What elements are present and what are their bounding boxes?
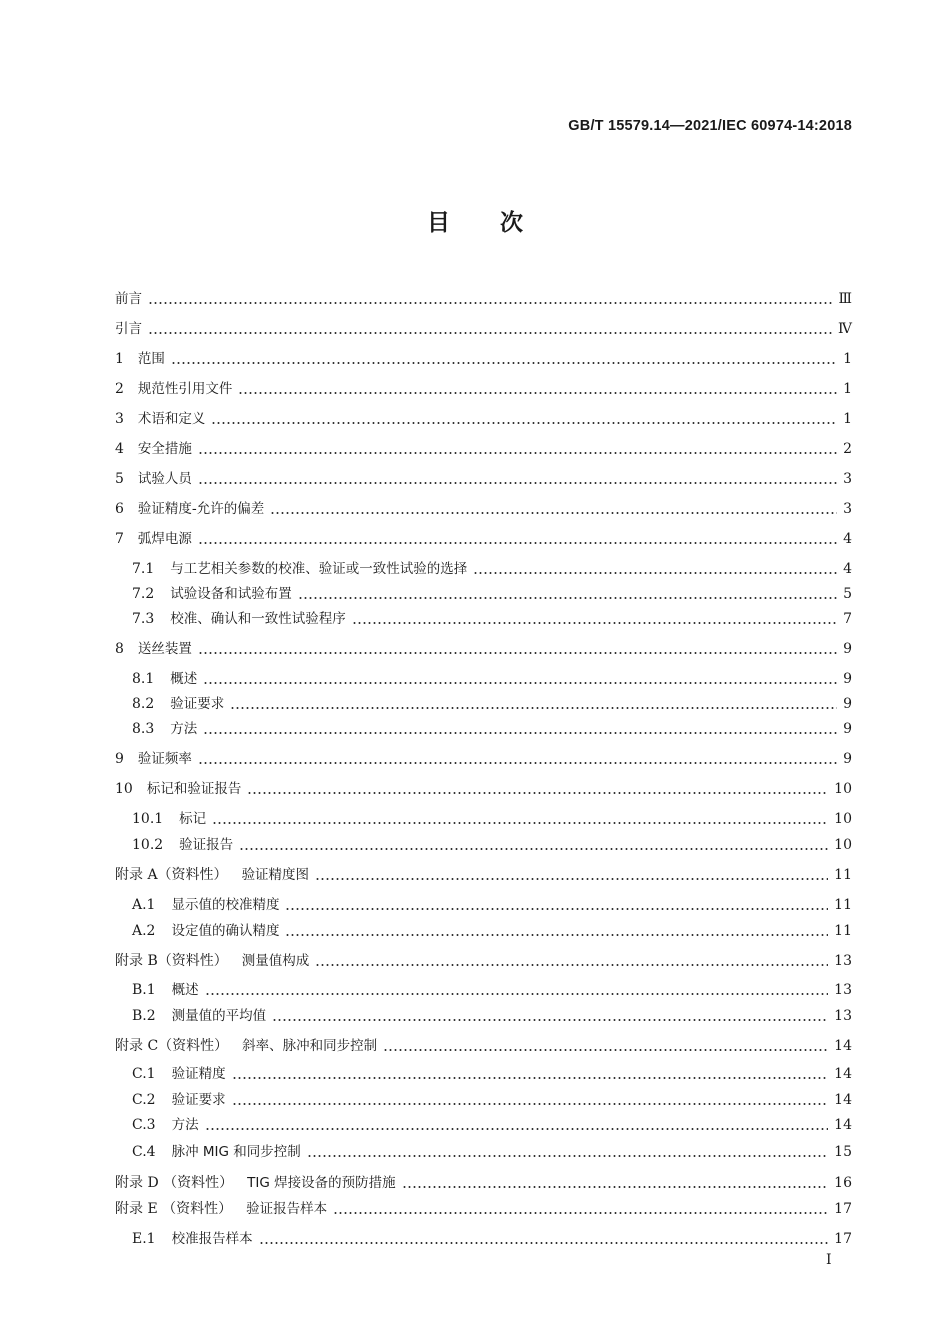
toc-entry-page: 14 xyxy=(834,1038,852,1054)
toc-entry[interactable] xyxy=(132,579,852,603)
dot-leader xyxy=(198,452,837,454)
toc-entry-number: A.2 xyxy=(132,923,156,939)
toc-entry-number: 10.1 xyxy=(132,811,164,827)
toc-entry-title: 概述 xyxy=(171,982,199,998)
toc-entry-title: 斜率、脉冲和同步控制 xyxy=(242,1038,378,1054)
toc-entry-title: 标记和验证报告 xyxy=(146,781,242,797)
toc-entry-title: 标记 xyxy=(179,811,207,827)
dot-leader xyxy=(198,762,837,764)
toc-entry-number: 4 xyxy=(115,441,124,457)
toc-entry-number: 10.2 xyxy=(132,837,164,853)
dot-leader xyxy=(285,934,828,936)
toc-entry-page: 15 xyxy=(834,1144,852,1160)
toc-entry-number: 附录 A（资料性） xyxy=(115,867,228,883)
dot-leader xyxy=(285,908,828,910)
dot-leader xyxy=(352,622,837,624)
toc-entry[interactable] xyxy=(115,946,852,970)
toc-entry-number: 9 xyxy=(115,751,124,767)
toc-entry-title: 验证精度图 xyxy=(241,867,310,883)
toc-entry-number: 附录 E （资料性） xyxy=(115,1201,233,1217)
toc-entry-page: 4 xyxy=(843,531,852,547)
toc-entry-page: 9 xyxy=(843,721,852,737)
toc-entry[interactable] xyxy=(132,1224,852,1248)
toc-entry-page: 2 xyxy=(843,441,852,457)
toc-entry-number: 6 xyxy=(115,501,124,517)
toc-entry-number: 8.2 xyxy=(132,696,155,712)
toc-entry-title: 显示值的校准精度 xyxy=(171,897,280,913)
toc-entry-number: 7 xyxy=(115,531,124,547)
toc-entry-number: 8.3 xyxy=(132,721,155,737)
toc-entry[interactable] xyxy=(132,1137,852,1161)
dot-leader xyxy=(232,1103,829,1105)
toc-entry[interactable] xyxy=(132,1110,852,1134)
dot-leader xyxy=(171,362,837,364)
toc-entry-title: 弧焊电源 xyxy=(137,531,192,547)
toc-entry-number: C.1 xyxy=(132,1066,156,1082)
toc-entry-page: 11 xyxy=(834,867,852,883)
toc-entry-number: C.3 xyxy=(132,1117,156,1133)
toc-entry-number: 2 xyxy=(115,381,124,397)
dot-leader xyxy=(203,682,837,684)
dot-leader xyxy=(270,512,837,514)
toc-entry-page: 13 xyxy=(834,982,852,998)
toc-entry-page: 9 xyxy=(843,641,852,657)
toc-entry-title: 前言 xyxy=(115,291,142,307)
toc-entry-title: 脉冲 MIG 和同步控制 xyxy=(171,1144,301,1160)
toc-entry-title: 方法 xyxy=(171,1117,199,1133)
toc-entry[interactable] xyxy=(115,494,852,518)
toc-entry-title: 安全措施 xyxy=(137,441,192,457)
dot-leader xyxy=(307,1155,828,1157)
toc-entry-page: 1 xyxy=(843,381,852,397)
toc-entry[interactable] xyxy=(115,634,852,658)
toc-entry-page: 5 xyxy=(843,586,852,602)
dot-leader xyxy=(247,792,828,794)
dot-leader xyxy=(383,1049,828,1051)
toc-entry-number: B.2 xyxy=(132,1008,156,1024)
toc-entry-page: 10 xyxy=(834,781,852,797)
dot-leader xyxy=(198,652,837,654)
dot-leader xyxy=(298,597,837,599)
toc-entry-title: 概述 xyxy=(170,671,198,687)
toc-entry-title: 范围 xyxy=(137,351,165,367)
toc-entry-number: E.1 xyxy=(132,1231,156,1247)
dot-leader xyxy=(230,707,837,709)
toc-entry[interactable] xyxy=(115,314,852,338)
toc-entry[interactable] xyxy=(132,975,852,999)
toc-entry-page: Ⅲ xyxy=(838,291,852,307)
toc-entry-page: 17 xyxy=(834,1231,852,1247)
toc-entry-number: C.2 xyxy=(132,1092,156,1108)
dot-leader xyxy=(198,542,837,544)
toc-entry-title: 与工艺相关参数的校准、验证或一致性试验的选择 xyxy=(170,561,468,577)
toc-entry-title: 校准报告样本 xyxy=(171,1231,253,1247)
toc-entry-number: C.4 xyxy=(132,1144,156,1160)
toc-entry-page: 3 xyxy=(843,471,852,487)
toc-entry[interactable] xyxy=(115,374,852,398)
toc-entry[interactable] xyxy=(132,604,852,628)
toc-entry[interactable] xyxy=(132,1001,852,1025)
standard-code: GB/T 15579.14—2021/IEC 60974-14:2018 xyxy=(568,118,852,134)
toc-entry-page: 4 xyxy=(843,561,852,577)
dot-leader xyxy=(198,482,837,484)
toc-entry[interactable] xyxy=(132,804,852,828)
toc-entry-title: 验证精度 xyxy=(171,1066,226,1082)
toc-entry[interactable] xyxy=(132,916,852,940)
toc-entry-page: 1 xyxy=(843,411,852,427)
toc-entry-number: 5 xyxy=(115,471,124,487)
toc-entry-page: 10 xyxy=(834,837,852,853)
toc-entry-title: 设定值的确认精度 xyxy=(171,923,280,939)
toc-entry[interactable] xyxy=(115,1168,852,1192)
toc-entry[interactable] xyxy=(132,890,852,914)
toc-entry-title: 验证报告 xyxy=(179,837,234,853)
toc-entry-title: 方法 xyxy=(170,721,198,737)
toc-entry-number: 1 xyxy=(115,351,124,367)
toc-entry-title: 术语和定义 xyxy=(137,411,206,427)
dot-leader xyxy=(259,1242,829,1244)
dot-leader xyxy=(315,964,828,966)
toc-entry[interactable] xyxy=(115,404,852,428)
page-title: 目次 xyxy=(427,210,573,236)
dot-leader xyxy=(238,392,837,394)
toc-entry[interactable] xyxy=(115,774,852,798)
toc-entry-page: 16 xyxy=(834,1175,852,1191)
toc-entry[interactable] xyxy=(115,434,852,458)
toc-entry[interactable] xyxy=(132,1059,852,1083)
toc-entry-number: 10 xyxy=(115,781,133,797)
toc-entry-title: 试验设备和试验布置 xyxy=(170,586,292,602)
toc-entry-title: 测量值构成 xyxy=(241,953,310,969)
dot-leader xyxy=(203,732,837,734)
toc-entry-page: 9 xyxy=(843,696,852,712)
toc-entry[interactable] xyxy=(115,464,852,488)
toc-entry-title: 规范性引用文件 xyxy=(137,381,233,397)
toc-entry-title: 试验人员 xyxy=(137,471,192,487)
toc-entry-page: 13 xyxy=(834,953,852,969)
toc-entry-page: 11 xyxy=(834,897,852,913)
toc-entry-number: 附录 C（资料性） xyxy=(115,1038,229,1054)
toc-entry-page: 14 xyxy=(834,1066,852,1082)
dot-leader xyxy=(239,848,828,850)
page-number: I xyxy=(826,1252,832,1268)
dot-leader xyxy=(333,1212,828,1214)
toc-entry-page: 10 xyxy=(834,811,852,827)
toc-entry-page: 7 xyxy=(843,611,852,627)
toc-entry[interactable] xyxy=(115,744,852,768)
toc-entry-page: 3 xyxy=(843,501,852,517)
toc-entry-title: 验证要求 xyxy=(171,1092,226,1108)
toc-entry[interactable] xyxy=(115,524,852,548)
toc-entry-page: 14 xyxy=(834,1092,852,1108)
toc-entry[interactable] xyxy=(132,664,852,688)
dot-leader xyxy=(211,422,837,424)
toc-entry-page: 9 xyxy=(843,671,852,687)
toc-entry-number: 8 xyxy=(115,641,124,657)
dot-leader xyxy=(205,1128,829,1130)
toc-entry-number: B.1 xyxy=(132,982,156,998)
toc-entry-number: 3 xyxy=(115,411,124,427)
dot-leader xyxy=(205,993,829,995)
toc-entry-title: 验证要求 xyxy=(170,696,225,712)
toc-entry-number: 附录 B（资料性） xyxy=(115,953,228,969)
toc-entry[interactable] xyxy=(115,1031,852,1055)
dot-leader xyxy=(402,1186,829,1188)
toc-entry-number: 附录 D （资料性） xyxy=(115,1175,234,1191)
toc-entry-page: Ⅳ xyxy=(838,321,852,337)
toc-entry-number: A.1 xyxy=(132,897,156,913)
toc-entry-number: 7.3 xyxy=(132,611,155,627)
toc-entry[interactable] xyxy=(132,714,852,738)
toc-entry-number: 7.2 xyxy=(132,586,155,602)
toc-entry-title: 引言 xyxy=(115,321,142,337)
toc-entry-page: 17 xyxy=(834,1201,852,1217)
toc-entry[interactable] xyxy=(132,830,852,854)
toc-entry-number: 8.1 xyxy=(132,671,155,687)
toc-entry[interactable] xyxy=(115,1194,852,1218)
dot-leader xyxy=(232,1077,829,1079)
toc-entry[interactable] xyxy=(132,554,852,578)
dot-leader xyxy=(148,332,832,334)
toc-entry-title: 送丝装置 xyxy=(137,641,192,657)
toc-entry-page: 13 xyxy=(834,1008,852,1024)
toc-entry-title: 校准、确认和一致性试验程序 xyxy=(170,611,346,627)
toc-entry-page: 14 xyxy=(834,1117,852,1133)
toc-entry-title: TIG 焊接设备的预防措施 xyxy=(247,1175,396,1191)
toc-entry[interactable] xyxy=(132,689,852,713)
toc-entry-title: 测量值的平均值 xyxy=(171,1008,267,1024)
dot-leader xyxy=(148,302,832,304)
dot-leader xyxy=(212,822,828,824)
toc-entry-page: 11 xyxy=(834,923,852,939)
toc-entry[interactable] xyxy=(115,284,852,308)
toc-entry-page: 1 xyxy=(843,351,852,367)
toc-entry-number: 7.1 xyxy=(132,561,155,577)
dot-leader xyxy=(272,1019,828,1021)
toc-entry[interactable] xyxy=(132,1085,852,1109)
toc-entry-title: 验证报告样本 xyxy=(246,1201,328,1217)
toc-entry-page: 9 xyxy=(843,751,852,767)
toc-entry[interactable] xyxy=(115,344,852,368)
toc-entry-title: 验证频率 xyxy=(137,751,192,767)
toc-entry[interactable] xyxy=(115,860,852,884)
dot-leader xyxy=(315,878,828,880)
dot-leader xyxy=(473,572,837,574)
toc-entry-title: 验证精度-允许的偏差 xyxy=(137,501,265,517)
